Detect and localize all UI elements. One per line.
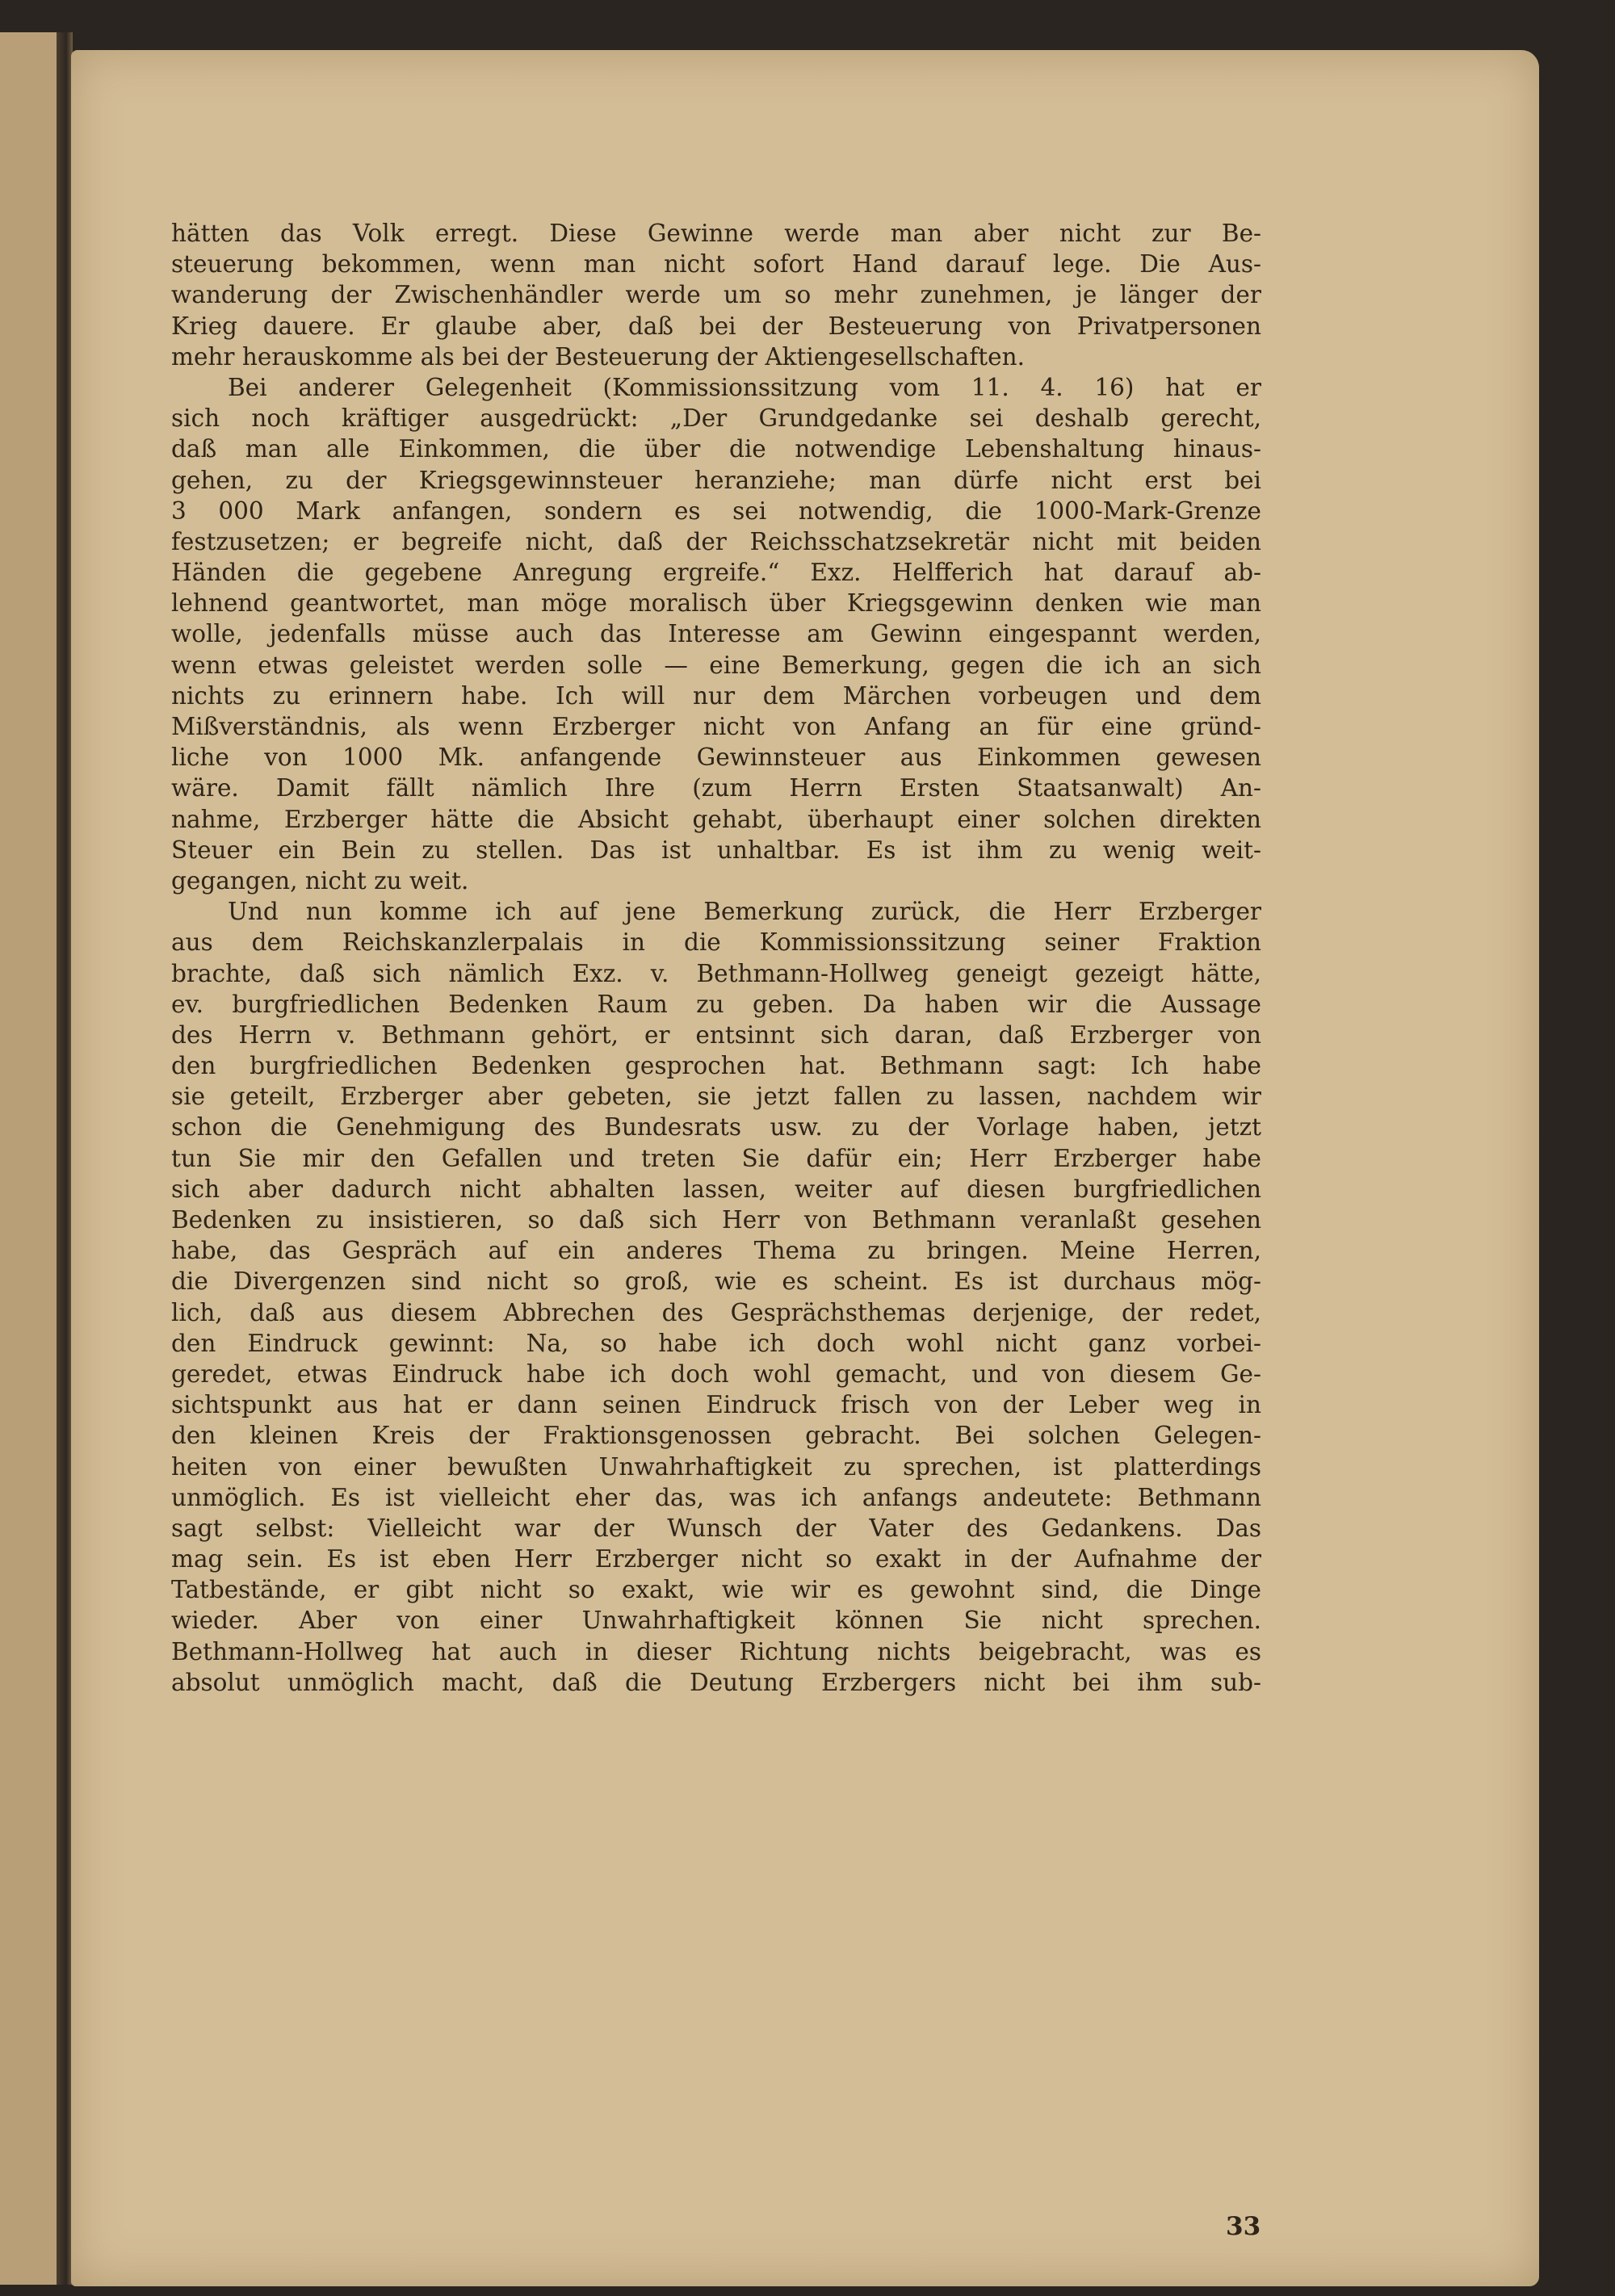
text-line: sagt selbst: Vielleicht war der Wunsch der Vater des Gedankens. Das	[171, 1514, 1261, 1542]
text-line: liche von 1000 Mk. anfangende Gewinnsteuer aus Einkommen gewesen	[171, 744, 1261, 772]
text-line: Krieg dauere. Er glaube aber, daß bei der Besteuerung von Privatpersonen	[171, 312, 1261, 340]
text-line: unmöglich. Es ist vielleicht eher das, was ich anfangs andeutete: Bethmann	[171, 1483, 1261, 1511]
text-line: sich aber dadurch nicht abhalten lassen, weiter auf diesen burgfriedlichen	[171, 1175, 1261, 1203]
text-line: hätten das Volk erregt. Diese Gewinne werde man aber nicht zur Be-	[171, 220, 1261, 247]
text-line: geredet, etwas Eindruck habe ich doch wohl gemacht, und von diesem Ge-	[171, 1360, 1261, 1388]
text-line: den Eindruck gewinnt: Na, so habe ich doch wohl nicht ganz vorbei-	[171, 1329, 1261, 1357]
text-line: lich, daß aus diesem Abbrechen des Gesprächsthemas derjenige, der redet,	[171, 1298, 1261, 1326]
text-line: festzusetzen; er begreife nicht, daß der Reichsschatzsekretär nicht mit beiden	[171, 527, 1261, 555]
text-line: brachte, daß sich nämlich Exz. v. Bethmann-Hollweg geneigt gezeigt hätte,	[171, 959, 1261, 987]
text-line: 3 000 Mark anfangen, sondern es sei notwendig, die 1000-Mark-Grenze	[171, 496, 1261, 525]
text-line: Händen die gegebene Anregung ergreife.“ Exz. Helfferich hat darauf ab-	[171, 559, 1261, 587]
text-line: gegangen, nicht zu weit.	[171, 866, 469, 895]
text-line: Bei anderer Gelegenheit (Kommissionssitzung vom 11. 4. 16) hat er	[228, 373, 1261, 401]
text-line: sie geteilt, Erzberger aber gebeten, sie jetzt fallen zu lassen, nachdem wir	[171, 1083, 1261, 1111]
text-line: wanderung der Zwischenhändler werde um so mehr zunehmen, je länger der	[171, 281, 1261, 309]
text-line: nahme, Erzberger hätte die Absicht gehabt, überhaupt einer solchen direkten	[171, 805, 1261, 833]
text-line: mehr herauskomme als bei der Besteuerung der Aktiengesellschaften.	[171, 342, 1025, 371]
text-line: lehnend geantwortet, man möge moralisch über Kriegsgewinn denken wie man	[171, 589, 1261, 618]
left-page-edge	[0, 32, 59, 2285]
text-line: wieder. Aber von einer Unwahrhaftigkeit können Sie nicht sprechen.	[171, 1607, 1261, 1635]
text-line: gehen, zu der Kriegsgewinnsteuer heranziehe; man dürfe nicht erst bei	[171, 466, 1261, 494]
text-line: die Divergenzen sind nicht so groß, wie es scheint. Es ist durchaus mög-	[171, 1267, 1261, 1296]
text-line: den kleinen Kreis der Fraktionsgenossen gebracht. Bei solchen Gelegen-	[171, 1422, 1261, 1450]
text-line: Mißverständnis, als wenn Erzberger nicht von Anfang an für eine gründ-	[171, 713, 1261, 740]
page-number: 33	[1226, 2212, 1261, 2241]
text-line: Tatbestände, er gibt nicht so exakt, wie wir es gewohnt sind, die Dinge	[171, 1576, 1261, 1604]
text-line: Und nun komme ich auf jene Bemerkung zurück, die Herr Erzberger	[228, 898, 1261, 926]
text-line: wäre. Damit fällt nämlich Ihre (zum Herrn Ersten Staatsanwalt) An-	[171, 774, 1261, 802]
text-line: nichts zu erinnern habe. Ich will nur dem Märchen vorbeugen und dem	[171, 681, 1261, 710]
text-line: tun Sie mir den Gefallen und treten Sie dafür ein; Herr Erzberger habe	[171, 1144, 1261, 1172]
text-line: Bethmann-Hollweg hat auch in dieser Richtung nichts beigebracht, was es	[171, 1637, 1261, 1665]
text-line: heiten von einer bewußten Unwahrhaftigkeit zu sprechen, ist platterdings	[171, 1452, 1261, 1481]
text-line: Bedenken zu insistieren, so daß sich Herr von Bethmann veranlaßt gesehen	[171, 1206, 1261, 1234]
text-line: sich noch kräftiger ausgedrückt: „Der Grundgedanke sei deshalb gerecht,	[171, 404, 1261, 433]
text-line: wenn etwas geleistet werden solle — eine Bemerkung, gegen die ich an sich	[171, 651, 1261, 679]
text-line: absolut unmöglich macht, daß die Deutung Erzbergers nicht bei ihm sub-	[171, 1668, 1261, 1696]
text-line: aus dem Reichskanzlerpalais in die Kommissionssitzung seiner Fraktion	[171, 928, 1261, 957]
text-line: daß man alle Einkommen, die über die notwendige Lebenshaltung hinaus-	[171, 435, 1261, 463]
text-line: ev. burgfriedlichen Bedenken Raum zu geben. Da haben wir die Aussage	[171, 990, 1261, 1018]
text-line: steuerung bekommen, wenn man nicht sofort Hand darauf lege. Die Aus-	[171, 250, 1261, 279]
body-text	[171, 218, 1261, 1698]
text-line: des Herrn v. Bethmann gehört, er entsinnt sich daran, daß Erzberger von	[171, 1020, 1261, 1049]
text-line: mag sein. Es ist eben Herr Erzberger nicht so exakt in der Aufnahme der	[171, 1545, 1261, 1573]
text-line: Steuer ein Bein zu stellen. Das ist unhaltbar. Es ist ihm zu wenig weit-	[171, 836, 1261, 864]
text-line: habe, das Gespräch auf ein anderes Thema zu bringen. Meine Herren,	[171, 1237, 1261, 1265]
text-line: wolle, jedenfalls müsse auch das Interesse am Gewinn eingespannt werden,	[171, 620, 1261, 648]
text-line: den burgfriedlichen Bedenken gesprochen hat. Bethmann sagt: Ich habe	[171, 1052, 1261, 1080]
text-line: schon die Genehmigung des Bundesrats usw. zu der Vorlage haben, jetzt	[171, 1113, 1261, 1142]
book-gutter	[57, 32, 73, 2285]
text-line: sichtspunkt aus hat er dann seinen Eindruck frisch von der Leber weg in	[171, 1391, 1261, 1419]
